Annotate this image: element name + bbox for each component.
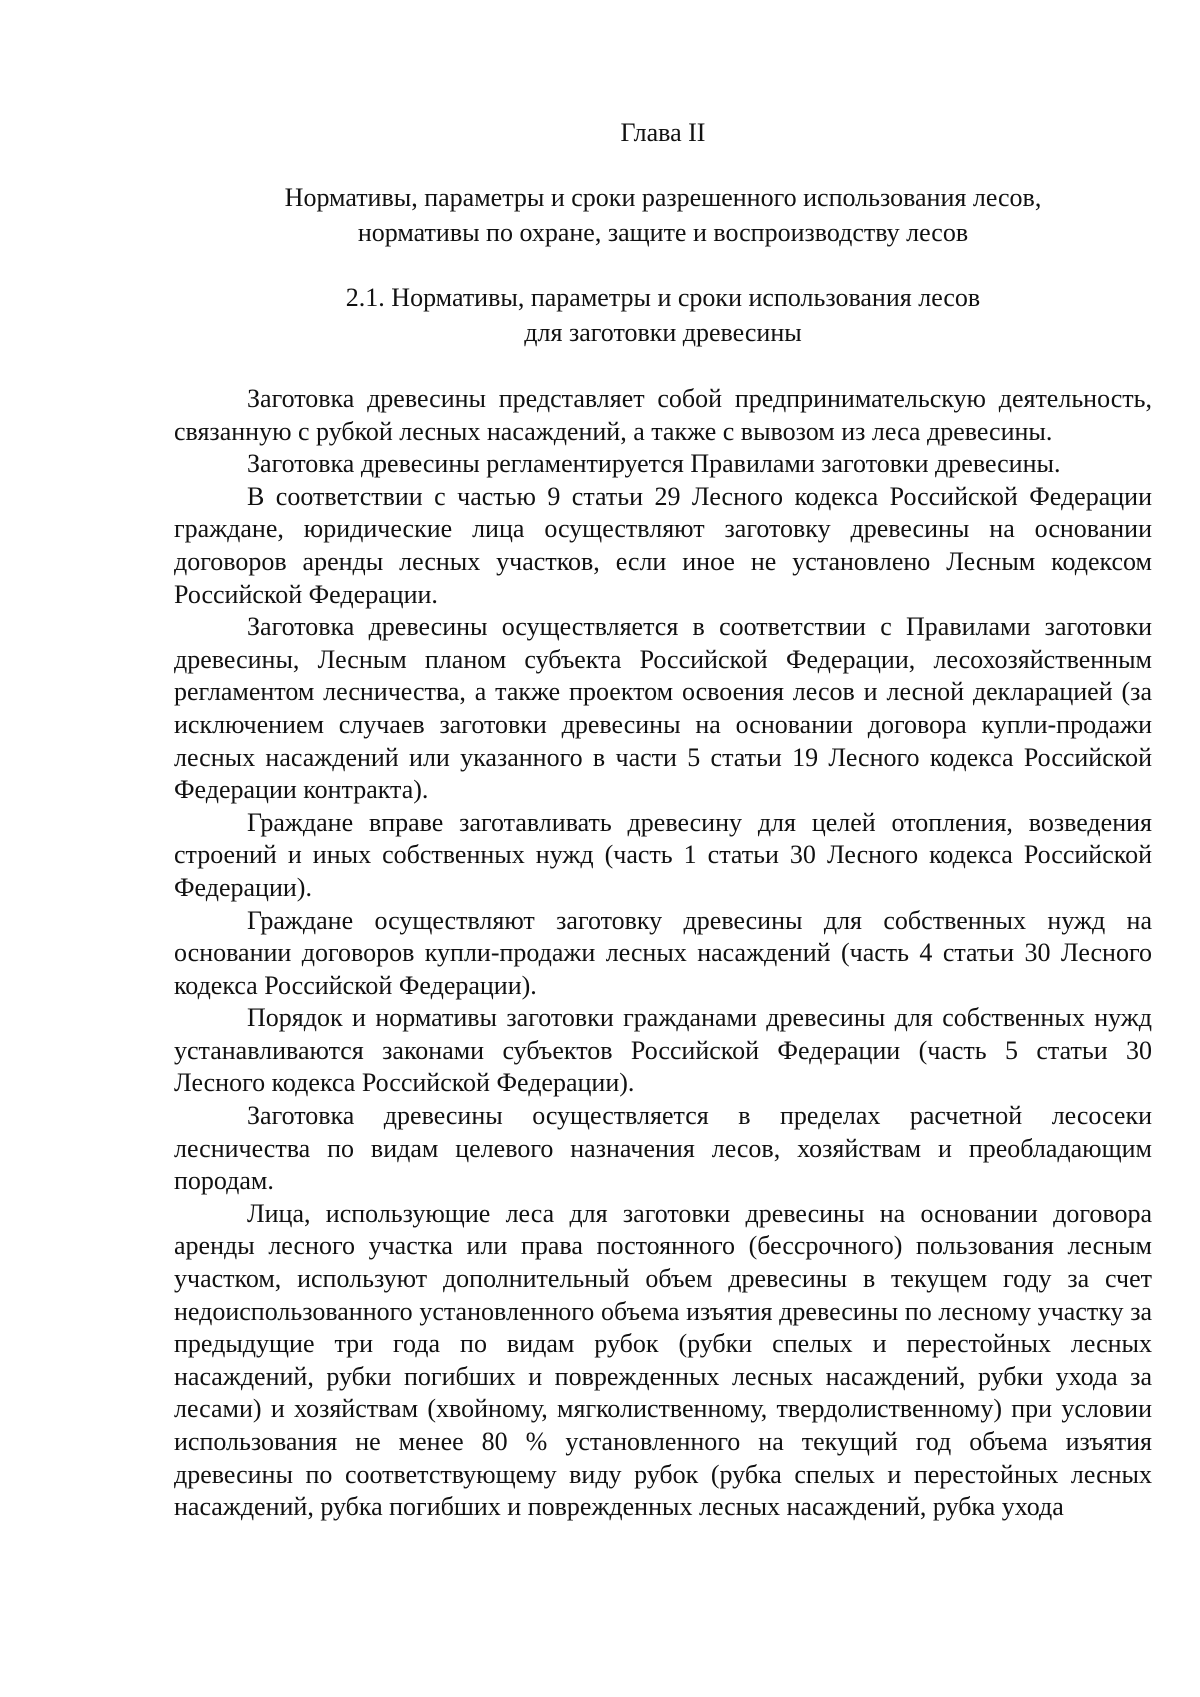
subsection-heading-line-1: 2.1. Нормативы, параметры и сроки использования лесов xyxy=(345,283,981,312)
section-heading-line-1: Нормативы, параметры и сроки разрешенного использования лесов, xyxy=(284,183,1042,212)
paragraph: В соответствии с частью 9 статьи 29 Лесного кодекса Российской Федерации граждане, юридические лица осуществляют заготовку древесины на основании договоров аренды лесных участков, если иное не установлено Лесным кодексом Российской Федерации. xyxy=(174,481,1152,609)
paragraph: Порядок и нормативы заготовки гражданами древесины для собственных нужд устанавливаются законами субъектов Российской Федерации (часть 5 статьи 30 Лесного кодекса Российской Федерации). xyxy=(174,1003,1152,1098)
paragraph: Заготовка древесины осуществляется в пределах расчетной лесосеки лесничества по видам целевого назначения лесов, хозяйствам и преобладающим породам. xyxy=(174,1101,1152,1196)
subsection-heading xyxy=(174,280,1152,350)
document-page xyxy=(174,0,1152,1524)
body-text xyxy=(174,383,1152,1524)
section-heading xyxy=(174,180,1152,250)
paragraph: Заготовка древесины регламентируется Правилами заготовки древесины. xyxy=(247,449,1061,479)
paragraph: Граждане вправе заготавливать древесину для целей отопления, возведения строений и иных собственных нужд (часть 1 статьи 30 Лесного кодекса Российской Федерации). xyxy=(174,807,1152,902)
paragraph: Заготовка древесины представляет собой предпринимательскую деятельность, связанную с рубкой лесных насаждений, а также с вывозом из леса древесины. xyxy=(174,384,1152,446)
paragraph: Заготовка древесины осуществляется в соответствии с Правилами заготовки древесины, Лесным планом субъекта Российской Федерации, лесохозяйственным регламентом лесничества, а также проектом освоения лесов и лесной декларацией (за исключением случаев заготовки древесины на основании договора купли-продажи лесных насаждений или указанного в части 5 статьи 19 Лесного кодекса Российской Федерации контракта). xyxy=(174,612,1152,805)
paragraph: Граждане осуществляют заготовку древесины для собственных нужд на основании договоров купли-продажи лесных насаждений (часть 4 статьи 30 Лесного кодекса Российской Федерации). xyxy=(174,905,1152,1000)
section-heading-line-2: нормативы по охране, защите и воспроизводству лесов xyxy=(357,218,969,247)
subsection-heading-line-2: для заготовки древесины xyxy=(524,318,802,347)
paragraph: Лица, использующие леса для заготовки древесины на основании договора аренды лесного участка или права постоянного (бессрочного) пользования лесным участком, используют дополнительный объем древесины в текущем году за счет недоиспользованного установленного объема изъятия древесины по лесному участку за предыдущие три года по видам рубок (рубки спелых и перестойных лесных насаждений, рубки погибших и поврежденных лесных насаждений, рубки ухода за лесами) и хозяйствам (хвойному, мягколиственному, твердолиственному) при условии использования не менее 80 % установленного на текущий год объема изъятия древесины по соответствующему виду рубок (рубка спелых и перестойных лесных насаждений, рубка погибших и поврежденных лесных насаждений, рубка ухода xyxy=(174,1198,1152,1522)
chapter-title: Глава II xyxy=(620,118,706,147)
